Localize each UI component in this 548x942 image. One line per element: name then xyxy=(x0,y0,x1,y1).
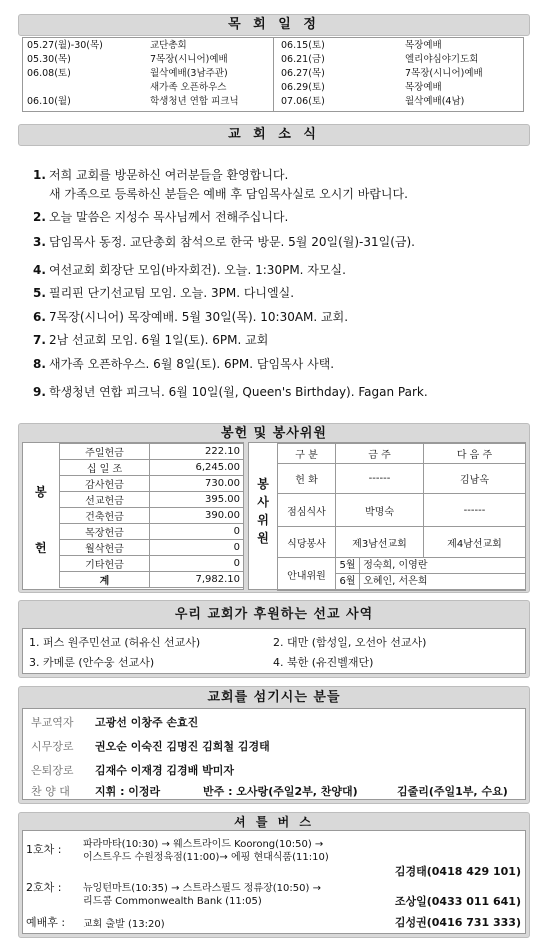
schedule-left-date-2: 05.30(목) xyxy=(27,54,71,65)
table-row: 월삭헌금 0 xyxy=(60,540,244,556)
bus-label: 1호차 : xyxy=(26,843,62,856)
news-item: 2. 오늘 말씀은 지성수 목사님께서 전해주십니다. xyxy=(33,210,289,224)
staff-label: 은퇴장로 xyxy=(31,764,74,777)
bus-route: 교회 출발 (13:20) xyxy=(83,919,165,930)
bus-label: 예배후 : xyxy=(26,916,66,929)
offering-side-label-bottom: 헌 xyxy=(35,541,47,555)
schedule-left-date-1: 05.27(월)-30(목) xyxy=(27,40,103,51)
news-item: 6. 7목장(시니어) 목장예배. 5월 30일(목). 10:30AM. 교회. xyxy=(33,310,349,324)
schedule-left-date-5: 06.10(월) xyxy=(27,96,71,107)
schedule-right-event-4: 목장예배 xyxy=(405,82,442,93)
offering-side-label-top: 봉 xyxy=(35,485,47,499)
schedule-right-date-3: 06.27(목) xyxy=(281,68,325,79)
bus-route: 이스트우드 수원정육점(11:00)→ 에핑 현대식품(11:10) xyxy=(83,852,329,863)
staff-list xyxy=(22,708,526,800)
table-row: 구 분 금 주 다 음 주 xyxy=(278,444,526,464)
table-row: 십 일 조 6,245.00 xyxy=(60,460,244,476)
news-header xyxy=(18,124,530,146)
list-item: 1. 퍼스 원주민선교 (허유신 선교사) xyxy=(29,636,201,649)
bus-route: 리드콤 Commonwealth Bank (11:05) xyxy=(83,896,262,907)
staff-title: 교회를 섬기시는 분들 xyxy=(207,690,341,705)
schedule-left-event-5: 학생청년 연합 피크닉 xyxy=(150,96,239,107)
table-row: 기타헌금 0 xyxy=(60,556,244,572)
list-item: 4. 북한 (유진벨재단) xyxy=(273,656,374,669)
schedule-table xyxy=(22,37,524,112)
offering-title: 봉헌 및 봉사위원 xyxy=(221,426,327,441)
news-title: 교 회 소 식 xyxy=(228,127,320,142)
service-side-label: 봉 사 위 원 xyxy=(257,477,269,545)
news-item-continued: 새 가족으로 등록하신 분들은 예배 후 담임목사실로 오시기 바랍니다. xyxy=(49,187,408,201)
table-row: 식당봉사 제3남선교회 제4남선교회 xyxy=(278,527,526,558)
list-item: 3. 카메룬 (안수웅 선교사) xyxy=(29,656,155,669)
schedule-left-date-3: 06.08(토) xyxy=(27,68,71,79)
bus-driver: 김경태(0418 429 101) xyxy=(394,865,521,878)
staff-value: 고광선 이창주 손효진 xyxy=(95,716,199,729)
staff-label: 부교역자 xyxy=(31,716,74,729)
news-item: 9. 학생청년 연합 피크닉. 6월 10일(월, Queen's Birthday). Fagan Park. xyxy=(33,385,428,399)
table-row: 주일헌금 222.10 xyxy=(60,444,244,460)
table-row-total: 계 7,982.10 xyxy=(60,572,244,588)
missions-list xyxy=(22,628,526,674)
table-row: 안내위원 5월 정숙희, 이영란 6월 오혜인, 서은희 xyxy=(278,558,526,591)
table-row: 건축헌금 390.00 xyxy=(60,508,244,524)
news-item: 4. 여선교회 회장단 모임(바자회건). 오늘. 1:30PM. 자모실. xyxy=(33,263,346,277)
schedule-right-event-5: 월삭예배(4남) xyxy=(405,96,465,107)
schedule-title: 목 회 일 정 xyxy=(228,17,320,32)
bus-title: 셔 틀 버 스 xyxy=(234,815,314,829)
table-row: 감사헌금 730.00 xyxy=(60,476,244,492)
news-item: 1. 저희 교회를 방문하신 여러분들을 환영합니다. xyxy=(33,168,289,182)
staff-label: 시무장로 xyxy=(31,740,74,753)
bus-route: 뉴잉턴마트(10:35) → 스트라스필드 정류장(10:50) → xyxy=(83,883,321,894)
schedule-right-date-4: 06.29(토) xyxy=(281,82,325,93)
list-item: 2. 대만 (함성일, 오선아 선교사) xyxy=(273,636,427,649)
schedule-left-event-1: 교단총회 xyxy=(150,40,187,51)
schedule-right-date-2: 06.21(금) xyxy=(281,54,325,65)
table-row: 목장헌금 0 xyxy=(60,524,244,540)
schedule-left-event-3: 월삭예배(3남주관) xyxy=(150,68,228,79)
bus-driver: 조상일(0433 011 641) xyxy=(394,895,521,908)
choir-accompanist-2: 김줄리(주일1부, 수요) xyxy=(397,785,508,798)
table-row: 헌 화 ------ 김남옥 xyxy=(278,464,526,494)
bus-driver: 김성권(0416 731 333) xyxy=(394,916,521,929)
schedule-right-date-5: 07.06(토) xyxy=(281,96,325,107)
schedule-right-date-1: 06.15(토) xyxy=(281,40,325,51)
bus-route: 파라마타(10:30) → 웨스트라이드 Koorong(10:50) → xyxy=(83,839,324,850)
news-item: 8. 새가족 오픈하우스. 6월 8일(토). 6PM. 담임목사 사택. xyxy=(33,357,335,371)
schedule-header xyxy=(18,14,530,36)
schedule-right-event-1: 목장예배 xyxy=(405,40,442,51)
service-table xyxy=(248,442,526,590)
staff-value: 김재수 이재경 김경배 박미자 xyxy=(95,764,234,777)
missions-title: 우리 교회가 후원하는 선교 사역 xyxy=(174,607,374,622)
schedule-left-event-2: 7목장(시니어)예배 xyxy=(150,54,228,65)
table-row: 점심식사 박명숙 ------ xyxy=(278,494,526,527)
choir-conductor: 지휘 : 이정라 xyxy=(95,785,161,798)
schedule-left-event-4: 새가족 오픈하우스 xyxy=(150,82,227,93)
staff-value: 권오순 이숙진 김명진 김희철 김경태 xyxy=(95,740,270,753)
news-item: 3. 담임목사 동정. 교단총회 참석으로 한국 방문. 5월 20일(월)-31일(금). xyxy=(33,235,415,249)
bus-list xyxy=(22,830,526,934)
schedule-right-event-3: 7목장(시니어)예배 xyxy=(405,68,483,79)
news-item: 5. 필리핀 단기선교팀 모임. 오늘. 3PM. 다니엘실. xyxy=(33,286,295,300)
choir-label: 찬 양 대 xyxy=(31,785,70,798)
table-row: 선교헌금 395.00 xyxy=(60,492,244,508)
choir-accompanist: 반주 : 오사랑(주일2부, 찬양대) xyxy=(203,785,358,798)
offering-table xyxy=(22,442,244,590)
schedule-right-event-2: 엘리야심야기도회 xyxy=(405,54,479,65)
news-item: 7. 2남 선교회 모임. 6월 1일(토). 6PM. 교회 xyxy=(33,333,269,347)
bus-label: 2호차 : xyxy=(26,881,62,894)
